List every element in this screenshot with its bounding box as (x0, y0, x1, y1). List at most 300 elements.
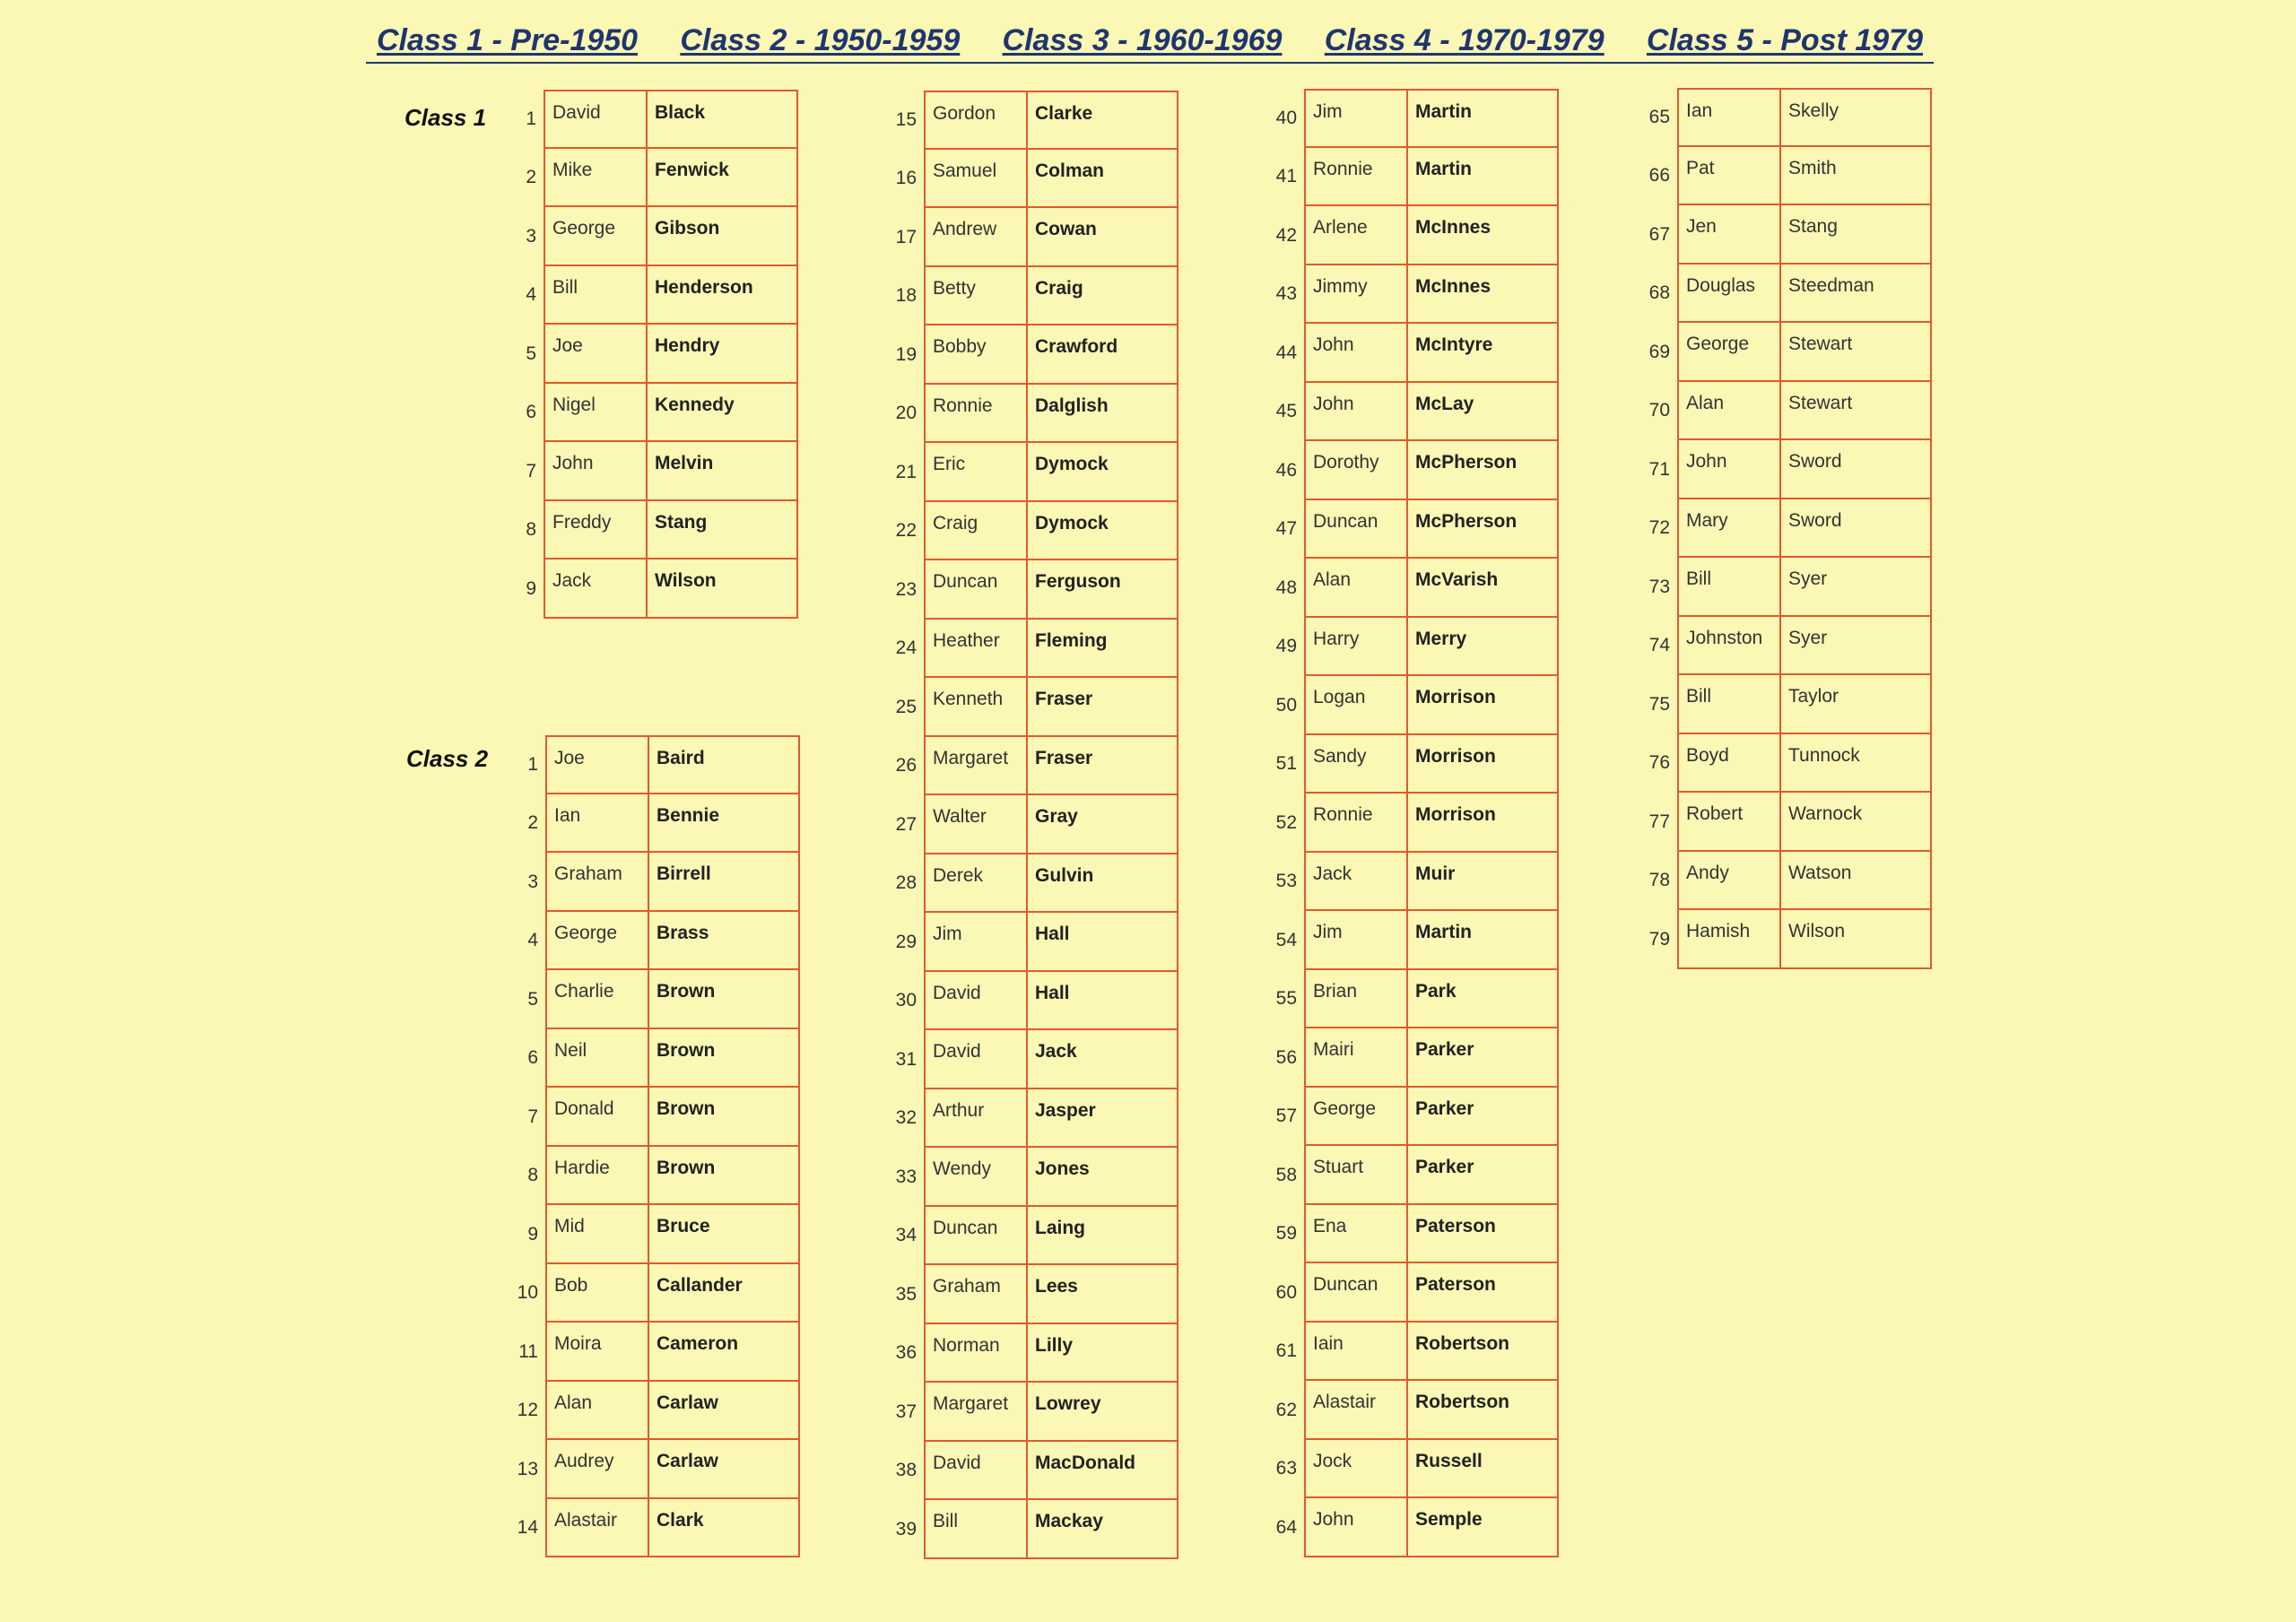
first-name-cell: Gordon (924, 91, 1028, 150)
last-name-cell: Dymock (1028, 443, 1178, 502)
header-class-5: Class 5 - Post 1979 (1646, 23, 1923, 57)
last-name-cell: Colman (1028, 150, 1178, 209)
first-name-cell: Pat (1677, 147, 1781, 206)
list-item (504, 1147, 800, 1206)
list-item (1263, 618, 1559, 677)
last-name-cell: Morrison (1408, 735, 1559, 794)
first-name-cell: Mid (545, 1205, 649, 1264)
list-item (1263, 1028, 1559, 1088)
list-item (883, 795, 1178, 854)
first-name-cell: Ronnie (924, 385, 1028, 444)
last-name-cell: Brass (649, 912, 800, 971)
entry-number: 75 (1648, 693, 1670, 715)
first-name-cell: Bobby (924, 325, 1028, 385)
entry-number: 74 (1648, 635, 1670, 656)
entry-number: 50 (1275, 694, 1297, 716)
last-name-cell: Watson (1781, 852, 1932, 911)
last-name-cell: Ferguson (1028, 560, 1178, 620)
last-name-cell: Hendry (648, 325, 798, 384)
last-name-cell: Merry (1408, 618, 1559, 677)
list-item (883, 91, 1178, 150)
last-name-cell: Cowan (1028, 208, 1178, 267)
list-item (883, 737, 1178, 796)
list-item (883, 385, 1178, 444)
last-name-cell: Clark (649, 1499, 800, 1558)
list-item (883, 913, 1178, 972)
last-name-cell: Russell (1408, 1440, 1559, 1499)
list-item (1263, 1088, 1559, 1147)
last-name-cell: Fenwick (648, 149, 798, 208)
first-name-cell: Alastair (545, 1499, 649, 1558)
first-name-cell: Andrew (924, 208, 1028, 267)
entry-number: 68 (1648, 282, 1670, 304)
list-item (1263, 89, 1559, 148)
list-item (502, 501, 798, 560)
last-name-cell: Stewart (1781, 323, 1932, 382)
entry-number: 57 (1275, 1106, 1297, 1127)
list-item (883, 972, 1178, 1031)
entry-number: 47 (1275, 518, 1297, 540)
entry-number: 39 (895, 1518, 917, 1540)
entry-number: 34 (895, 1225, 917, 1246)
entry-number: 26 (895, 755, 917, 776)
list-item (502, 149, 798, 208)
first-name-cell: Ronnie (1304, 148, 1408, 207)
first-name-cell: Kenneth (924, 678, 1028, 737)
last-name-cell: Wilson (648, 559, 798, 619)
last-name-cell: Bruce (649, 1205, 800, 1264)
entry-number: 42 (1275, 224, 1297, 246)
last-name-cell: Carlaw (649, 1440, 800, 1499)
last-name-cell: Morrison (1408, 794, 1559, 853)
list-item (1636, 499, 1932, 559)
list-item (1636, 852, 1932, 911)
class-header (366, 23, 1934, 64)
last-name-cell: Stang (648, 501, 798, 560)
last-name-cell: Smith (1781, 147, 1932, 206)
first-name-cell: Jack (1304, 853, 1408, 912)
first-name-cell: Donald (545, 1088, 649, 1147)
first-name-cell: David (924, 972, 1028, 1031)
entry-number: 44 (1275, 342, 1297, 363)
list-item (1636, 88, 1932, 147)
entry-number: 62 (1275, 1399, 1297, 1420)
entry-number: 72 (1648, 517, 1670, 539)
last-name-cell: Robertson (1408, 1381, 1559, 1440)
entry-number: 4 (527, 930, 538, 951)
list-item (883, 1207, 1178, 1266)
last-name-cell: Parker (1408, 1088, 1559, 1147)
list-item (883, 502, 1178, 561)
list-item (1263, 676, 1559, 735)
entry-number: 29 (895, 931, 917, 952)
list-item (1263, 265, 1559, 325)
list-item (504, 1264, 800, 1323)
first-name-cell: Wendy (924, 1148, 1028, 1207)
list-item (1263, 383, 1559, 442)
last-name-cell: Brown (649, 1147, 800, 1206)
entry-number: 13 (517, 1458, 538, 1479)
first-name-cell: Duncan (924, 560, 1028, 620)
first-name-cell: Samuel (924, 150, 1028, 209)
first-name-cell: Bill (1677, 675, 1781, 734)
last-name-cell: Callander (649, 1264, 800, 1323)
first-name-cell: George (545, 912, 649, 971)
entry-number: 65 (1648, 106, 1670, 127)
entry-number: 70 (1648, 400, 1670, 421)
last-name-cell: Warnock (1781, 793, 1932, 852)
last-name-cell: McLay (1408, 383, 1559, 442)
list-item (1263, 735, 1559, 794)
last-name-cell: Stewart (1781, 382, 1932, 441)
list-item (504, 1499, 800, 1558)
list-item (1636, 382, 1932, 441)
first-name-cell: Hardie (545, 1147, 649, 1206)
list-item (504, 1088, 800, 1147)
first-name-cell: Arthur (924, 1089, 1028, 1149)
last-name-cell: Steedman (1781, 265, 1932, 324)
first-name-cell: Eric (924, 443, 1028, 502)
first-name-cell: Boyd (1677, 734, 1781, 794)
list-item (883, 443, 1178, 502)
first-name-cell: Joe (545, 735, 649, 794)
last-name-cell: McIntyre (1408, 324, 1559, 383)
last-name-cell: Martin (1408, 89, 1559, 148)
first-name-cell: Nigel (544, 384, 648, 443)
list-item (883, 1442, 1178, 1501)
list-item (504, 1029, 800, 1089)
first-name-cell: Logan (1304, 676, 1408, 735)
list-column-4 (1636, 88, 1932, 969)
list-class-1 (502, 90, 798, 619)
entry-number: 7 (526, 460, 536, 481)
list-item (1636, 793, 1932, 852)
first-name-cell: Hamish (1677, 910, 1781, 969)
list-item (502, 442, 798, 501)
entry-number: 58 (1275, 1164, 1297, 1185)
list-item (1263, 559, 1559, 618)
first-name-cell: Walter (924, 795, 1028, 854)
entry-number: 51 (1275, 753, 1297, 775)
list-item (502, 207, 798, 266)
list-item (1636, 265, 1932, 324)
last-name-cell: Brown (649, 1088, 800, 1147)
last-name-cell: Kennedy (648, 384, 798, 443)
last-name-cell: Dymock (1028, 502, 1178, 561)
first-name-cell: Harry (1304, 618, 1408, 677)
list-item (883, 1148, 1178, 1207)
first-name-cell: Craig (924, 502, 1028, 561)
entry-number: 35 (895, 1283, 917, 1305)
list-class-2 (504, 735, 800, 1557)
list-item (1263, 206, 1559, 265)
first-name-cell: Dorothy (1304, 441, 1408, 500)
list-item (1636, 323, 1932, 382)
entry-number: 73 (1648, 576, 1670, 597)
entry-number: 8 (527, 1165, 538, 1186)
first-name-cell: Iain (1304, 1323, 1408, 1382)
list-item (1636, 734, 1932, 794)
last-name-cell: Hall (1028, 913, 1178, 972)
first-name-cell: Jimmy (1304, 265, 1408, 325)
entry-number: 32 (895, 1107, 917, 1129)
header-class-1: Class 1 - Pre-1950 (377, 23, 639, 57)
list-item (1636, 440, 1932, 499)
last-name-cell: Melvin (648, 442, 798, 501)
last-name-cell: Gray (1028, 795, 1178, 854)
list-item (1263, 1440, 1559, 1499)
last-name-cell: Stang (1781, 205, 1932, 265)
first-name-cell: Arlene (1304, 206, 1408, 265)
first-name-cell: Bob (545, 1264, 649, 1323)
first-name-cell: Jim (1304, 911, 1408, 970)
last-name-cell: Craig (1028, 267, 1178, 326)
first-name-cell: Duncan (924, 1207, 1028, 1266)
first-name-cell: Jim (1304, 89, 1408, 148)
first-name-cell: Duncan (1304, 500, 1408, 559)
last-name-cell: Gibson (648, 207, 798, 266)
first-name-cell: Mike (544, 149, 648, 208)
last-name-cell: Tunnock (1781, 734, 1932, 794)
entry-number: 78 (1648, 870, 1670, 891)
last-name-cell: Jack (1028, 1030, 1178, 1089)
first-name-cell: David (544, 90, 648, 149)
last-name-cell: McPherson (1408, 441, 1559, 500)
list-item (1263, 441, 1559, 500)
list-item (1263, 500, 1559, 559)
entry-number: 49 (1275, 636, 1297, 657)
entry-number: 19 (895, 343, 917, 365)
entry-number: 63 (1275, 1458, 1297, 1479)
entry-number: 24 (895, 638, 917, 659)
first-name-cell: Bill (924, 1500, 1028, 1559)
first-name-cell: Jen (1677, 205, 1781, 265)
entry-number: 53 (1275, 871, 1297, 892)
last-name-cell: Fraser (1028, 737, 1178, 796)
entry-number: 4 (526, 284, 536, 306)
list-item (504, 1205, 800, 1264)
first-name-cell: Margaret (924, 1383, 1028, 1442)
first-name-cell: George (1304, 1088, 1408, 1147)
entry-number: 64 (1275, 1516, 1297, 1538)
list-item (883, 1500, 1178, 1559)
entry-number: 6 (527, 1047, 538, 1069)
list-item (1263, 1263, 1559, 1323)
list-item (502, 559, 798, 619)
entry-number: 27 (895, 813, 917, 835)
first-name-cell: Robert (1677, 793, 1781, 852)
entry-number: 3 (527, 871, 538, 892)
list-item (1263, 1323, 1559, 1382)
first-name-cell: John (544, 442, 648, 501)
first-name-cell: Bill (544, 266, 648, 325)
last-name-cell: Sword (1781, 440, 1932, 499)
last-name-cell: McInnes (1408, 265, 1559, 325)
list-item (883, 325, 1178, 385)
first-name-cell: Ian (545, 794, 649, 854)
first-name-cell: John (1677, 440, 1781, 499)
entry-number: 48 (1275, 577, 1297, 598)
last-name-cell: Fraser (1028, 678, 1178, 737)
last-name-cell: Henderson (648, 266, 798, 325)
list-item (1263, 1498, 1559, 1557)
list-item (1636, 147, 1932, 206)
entry-number: 5 (527, 988, 538, 1010)
list-item (1263, 1205, 1559, 1264)
entry-number: 38 (895, 1460, 917, 1481)
first-name-cell: Ena (1304, 1205, 1408, 1264)
first-name-cell: Neil (545, 1029, 649, 1089)
list-item (883, 620, 1178, 679)
list-item (504, 1382, 800, 1441)
last-name-cell: Birrell (649, 853, 800, 912)
first-name-cell: Mary (1677, 499, 1781, 559)
first-name-cell: Johnston (1677, 617, 1781, 676)
last-name-cell: Brown (649, 1029, 800, 1089)
entry-number: 67 (1648, 223, 1670, 245)
list-item (1263, 970, 1559, 1029)
first-name-cell: Jack (544, 559, 648, 619)
list-item (504, 1440, 800, 1499)
first-name-cell: Heather (924, 620, 1028, 679)
last-name-cell: Carlaw (649, 1382, 800, 1441)
first-name-cell: Mairi (1304, 1028, 1408, 1088)
header-class-2: Class 2 - 1950-1959 (680, 23, 961, 57)
entry-number: 31 (895, 1048, 917, 1070)
last-name-cell: Taylor (1781, 675, 1932, 734)
first-name-cell: Bill (1677, 558, 1781, 617)
last-name-cell: Cameron (649, 1323, 800, 1382)
first-name-cell: Derek (924, 854, 1028, 914)
first-name-cell: Moira (545, 1323, 649, 1382)
entry-number: 79 (1648, 928, 1670, 950)
last-name-cell: Muir (1408, 853, 1559, 912)
first-name-cell: Freddy (544, 501, 648, 560)
entry-number: 52 (1275, 811, 1297, 833)
list-item (1263, 1381, 1559, 1440)
entry-number: 17 (895, 226, 917, 247)
first-name-cell: Jim (924, 913, 1028, 972)
list-item (883, 854, 1178, 914)
last-name-cell: Fleming (1028, 620, 1178, 679)
first-name-cell: Brian (1304, 970, 1408, 1029)
list-item (883, 1089, 1178, 1149)
entry-number: 54 (1275, 929, 1297, 950)
entry-number: 7 (527, 1106, 538, 1127)
list-item (504, 912, 800, 971)
last-name-cell: Martin (1408, 148, 1559, 207)
entry-number: 9 (526, 577, 536, 599)
last-name-cell: Baird (649, 735, 800, 794)
last-name-cell: Bennie (649, 794, 800, 854)
last-name-cell: MacDonald (1028, 1442, 1178, 1501)
last-name-cell: Crawford (1028, 325, 1178, 385)
first-name-cell: John (1304, 324, 1408, 383)
last-name-cell: Martin (1408, 911, 1559, 970)
first-name-cell: Sandy (1304, 735, 1408, 794)
first-name-cell: Graham (924, 1265, 1028, 1324)
entry-number: 71 (1648, 458, 1670, 480)
first-name-cell: David (924, 1030, 1028, 1089)
list-item (504, 1323, 800, 1382)
list-item (883, 1265, 1178, 1324)
list-item (502, 90, 798, 149)
entry-number: 10 (517, 1282, 538, 1304)
first-name-cell: Norman (924, 1324, 1028, 1383)
list-item (1636, 558, 1932, 617)
entry-number: 30 (895, 990, 917, 1011)
entry-number: 23 (895, 578, 917, 600)
first-name-cell: Graham (545, 853, 649, 912)
first-name-cell: Stuart (1304, 1146, 1408, 1205)
last-name-cell: Robertson (1408, 1323, 1559, 1382)
first-name-cell: Audrey (545, 1440, 649, 1499)
entry-number: 60 (1275, 1281, 1297, 1303)
list-item (504, 735, 800, 794)
list-item (1636, 910, 1932, 969)
last-name-cell: Lees (1028, 1265, 1178, 1324)
entry-number: 15 (895, 108, 917, 130)
entry-number: 18 (895, 285, 917, 307)
header-class-3: Class 3 - 1960-1969 (1002, 23, 1283, 57)
entry-number: 3 (526, 225, 536, 247)
first-name-cell: George (544, 207, 648, 266)
last-name-cell: Jasper (1028, 1089, 1178, 1149)
entry-number: 11 (518, 1340, 538, 1362)
list-item (1636, 675, 1932, 734)
last-name-cell: Lowrey (1028, 1383, 1178, 1442)
list-item (883, 208, 1178, 267)
entry-number: 61 (1275, 1340, 1297, 1362)
entry-number: 2 (527, 812, 538, 834)
first-name-cell: John (1304, 383, 1408, 442)
last-name-cell: Wilson (1781, 910, 1932, 969)
list-item (1263, 853, 1559, 912)
entry-number: 76 (1648, 752, 1670, 774)
first-name-cell: Alan (1677, 382, 1781, 441)
entry-number: 69 (1648, 341, 1670, 362)
entry-number: 28 (895, 872, 917, 894)
last-name-cell: Clarke (1028, 91, 1178, 150)
first-name-cell: Jock (1304, 1440, 1408, 1499)
last-name-cell: Dalglish (1028, 385, 1178, 444)
list-item (883, 678, 1178, 737)
class-2-label: Class 2 (406, 745, 489, 772)
entry-number: 43 (1275, 283, 1297, 305)
list-item (1263, 794, 1559, 853)
first-name-cell: John (1304, 1498, 1408, 1557)
entry-number: 25 (895, 696, 917, 717)
last-name-cell: Paterson (1408, 1263, 1559, 1323)
first-name-cell: Ronnie (1304, 794, 1408, 853)
entry-number: 45 (1275, 401, 1297, 422)
list-item (1263, 324, 1559, 383)
list-item (1636, 617, 1932, 676)
entry-number: 41 (1275, 166, 1297, 187)
entry-number: 77 (1648, 811, 1670, 832)
list-item (883, 1324, 1178, 1383)
list-item (1263, 1146, 1559, 1205)
list-item (502, 266, 798, 325)
last-name-cell: Parker (1408, 1028, 1559, 1088)
last-name-cell: Skelly (1781, 88, 1932, 147)
list-item (883, 1030, 1178, 1089)
last-name-cell: Gulvin (1028, 854, 1178, 914)
last-name-cell: Brown (649, 970, 800, 1029)
list-item (883, 150, 1178, 209)
entry-number: 1 (526, 108, 536, 129)
entry-number: 36 (895, 1342, 917, 1364)
